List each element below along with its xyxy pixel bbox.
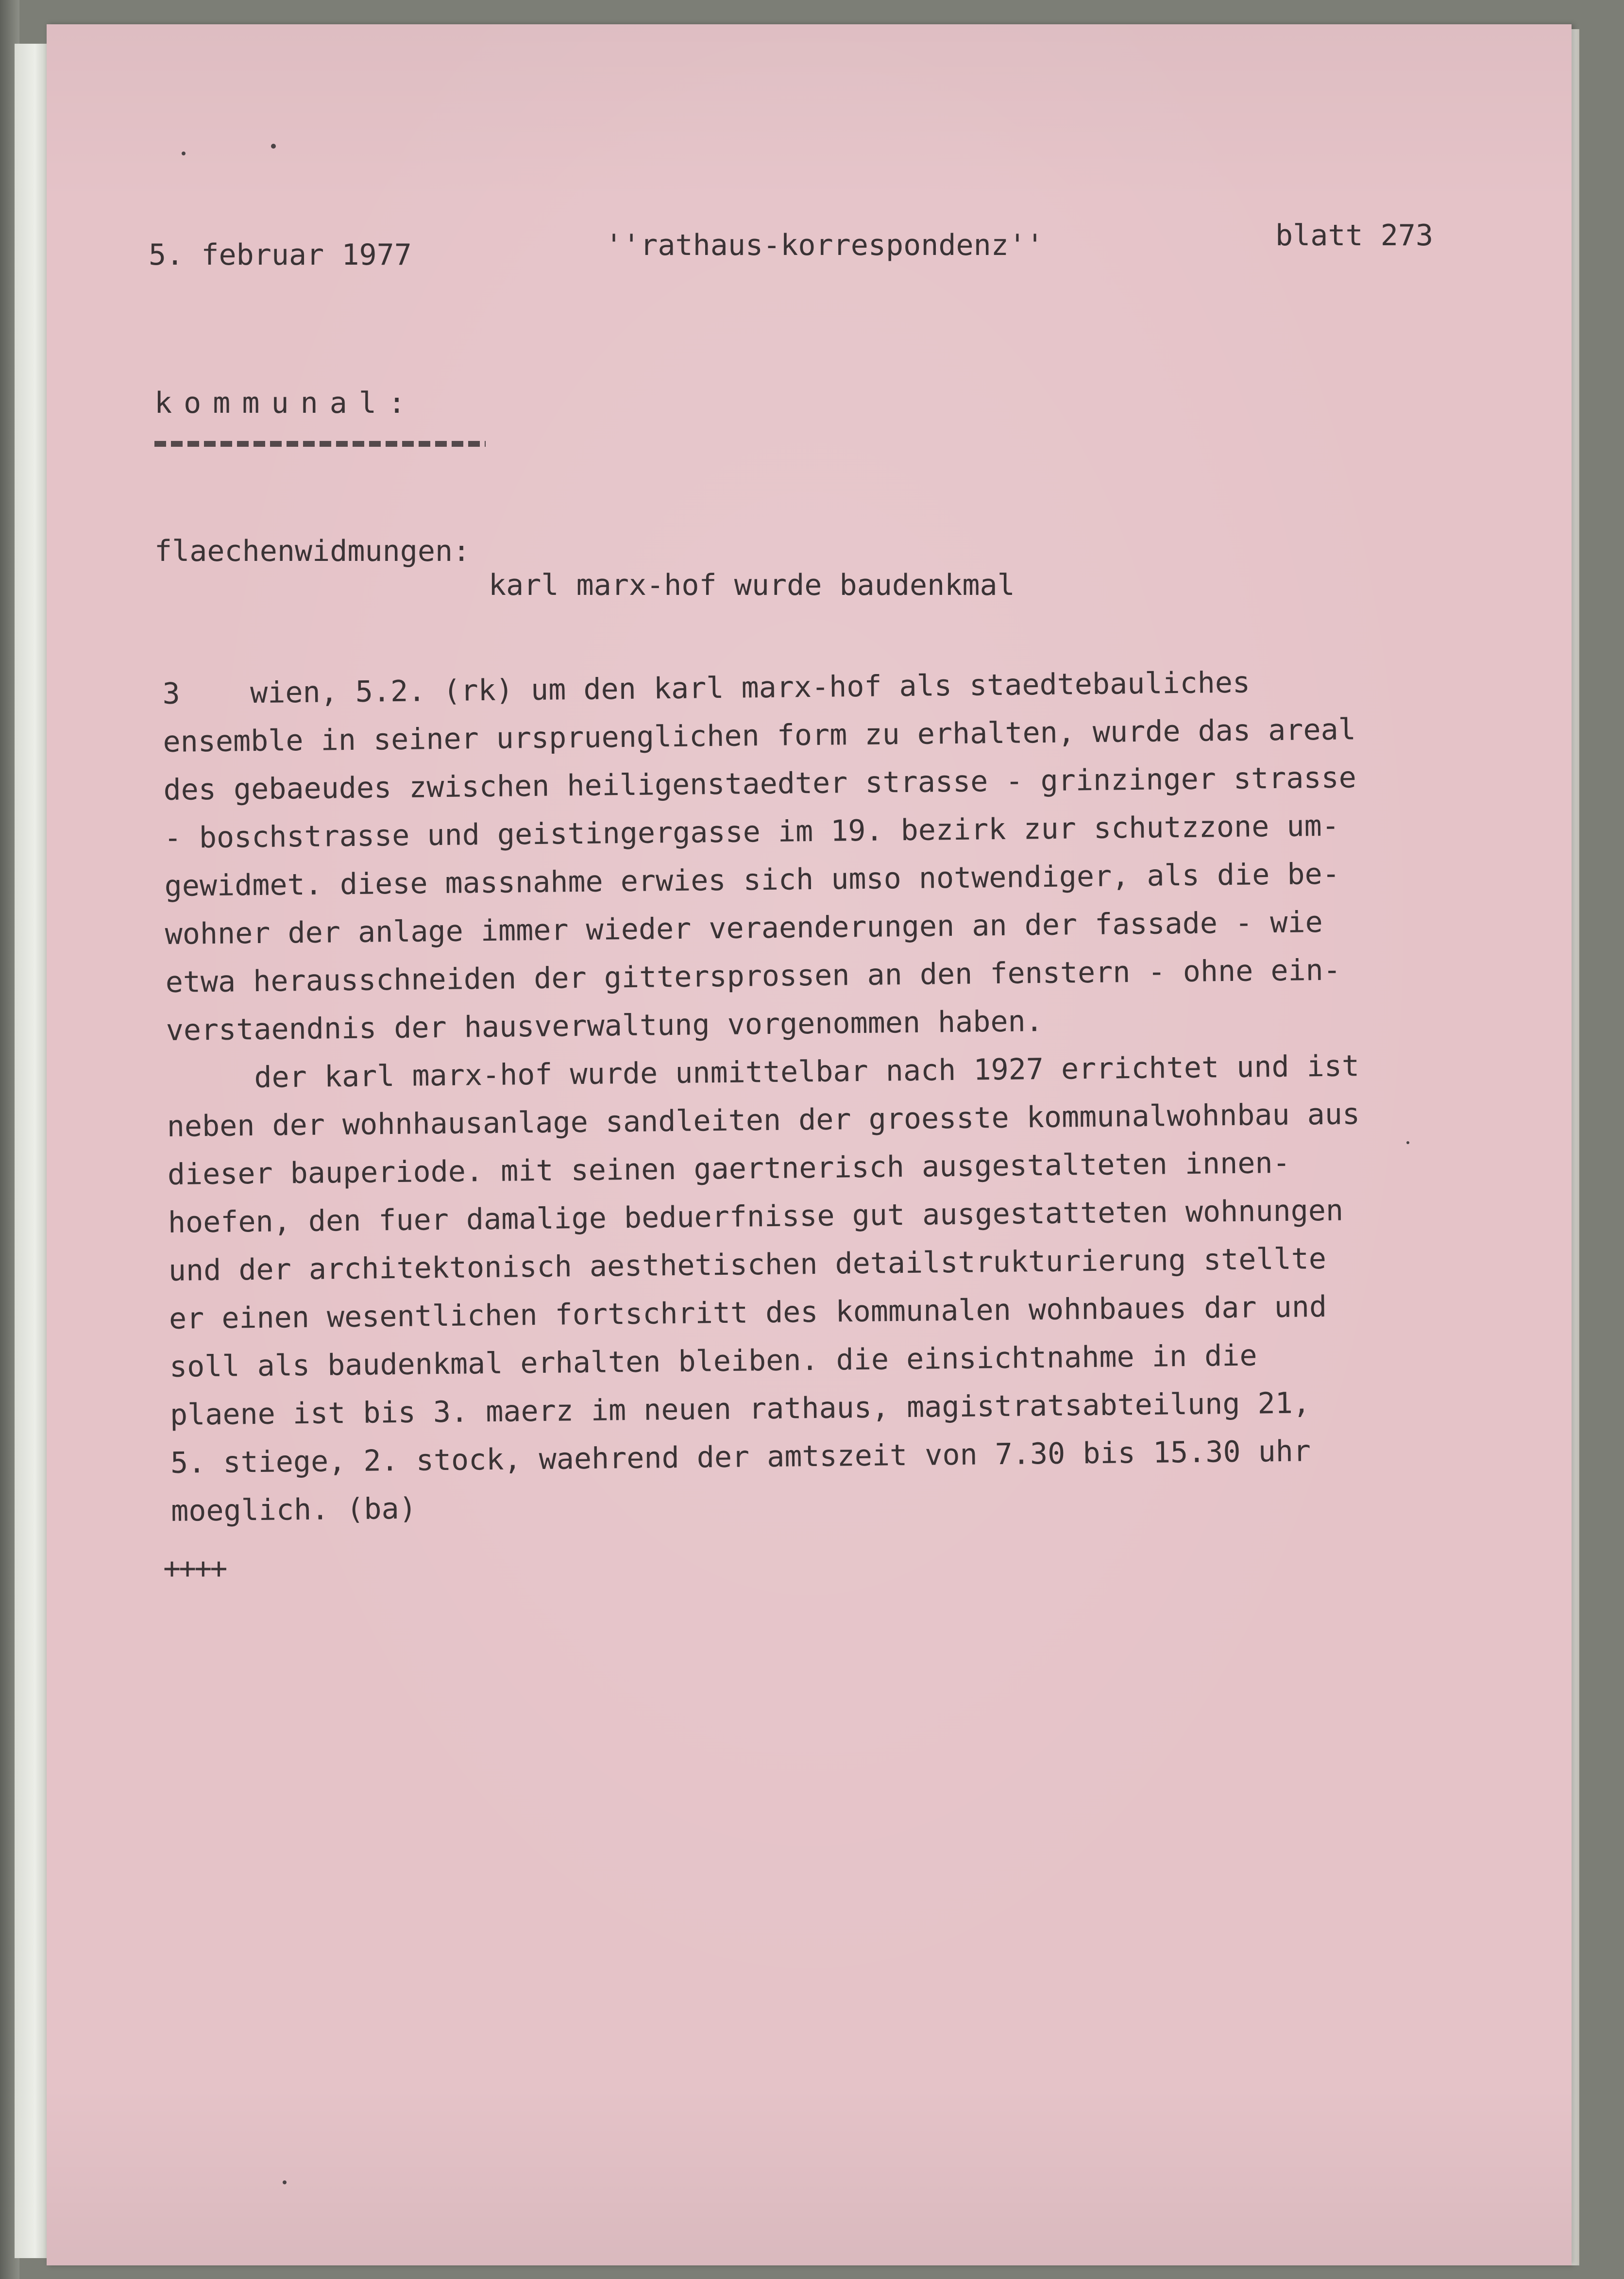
ink-speck [182,152,186,155]
article-headline: karl marx-hof wurde baudenkmal [489,568,1015,602]
article-body [162,656,1570,1536]
body-line: neben der wohnhausanlage sandleiten der groesste kommunalwohnbau aus [167,1097,1360,1144]
header-publication: ''rathaus-korrespondenz'' [605,228,1044,262]
body-line: - boschstrasse und geistingergasse im 19. bezirk zur schutzzone um- [164,809,1340,855]
body-line: plaene ist bis 3. maerz im neuen rathaus, magistratsabteilung 21, [169,1386,1311,1432]
body-line: moeglich. (ba) [170,1491,417,1528]
body-line: etwa herausschneiden der gittersprossen an den fenstern - ohne ein- [165,953,1341,999]
body-line: gewidmet. diese massnahme erwies sich umso notwendiger, als die be- [164,857,1340,903]
body-line: 3 wien, 5.2. (rk) um den karl marx-hof als staedtebauliches [162,665,1251,711]
body-line: hoefen, den fuer damalige beduerfnisse gut ausgestatteten wohnungen [168,1193,1344,1240]
ink-speck [283,2180,287,2184]
end-mark: ++++ [163,1552,226,1586]
body-line: verstaendnis der hausverwaltung vorgenommen haben. [166,1004,1044,1047]
ink-speck [271,144,276,149]
document-page [47,24,1572,2265]
body-line: 5. stiege, 2. stock, waehrend der amtszeit von 7.30 bis 15.30 uhr [170,1434,1311,1480]
body-line: des gebaeudes zwischen heiligenstaedter strasse - grinzinger strasse [163,760,1357,807]
body-line: der karl marx-hof wurde unmittelbar nach 1927 errichtet und ist [166,1049,1360,1096]
header-date: 5. februar 1977 [149,238,412,272]
body-line: ensemble in seiner urspruenglichen form zu erhalten, wurde das areal [163,712,1356,759]
body-line: soll als baudenkmal erhalten bleiben. die einsichtnahme in die [169,1338,1257,1384]
article-topic: flaechenwidmungen: [154,534,471,568]
body-line: dieser bauperiode. mit seinen gaertnerisch ausgestalteten innen- [167,1146,1290,1192]
body-line: er einen wesentlichen fortschritt des kommunalen wohnbaues dar und [169,1289,1327,1336]
section-title: kommunal: [154,386,418,420]
header-sheet-number: blatt 273 [1275,219,1434,253]
body-line: und der architektonisch aesthetischen detailstrukturierung stellte [168,1241,1327,1288]
section-underline [154,441,486,447]
body-line: wohner der anlage immer wieder veraenderungen an der fassade - wie [165,905,1323,951]
previous-page-edge [15,44,50,2258]
